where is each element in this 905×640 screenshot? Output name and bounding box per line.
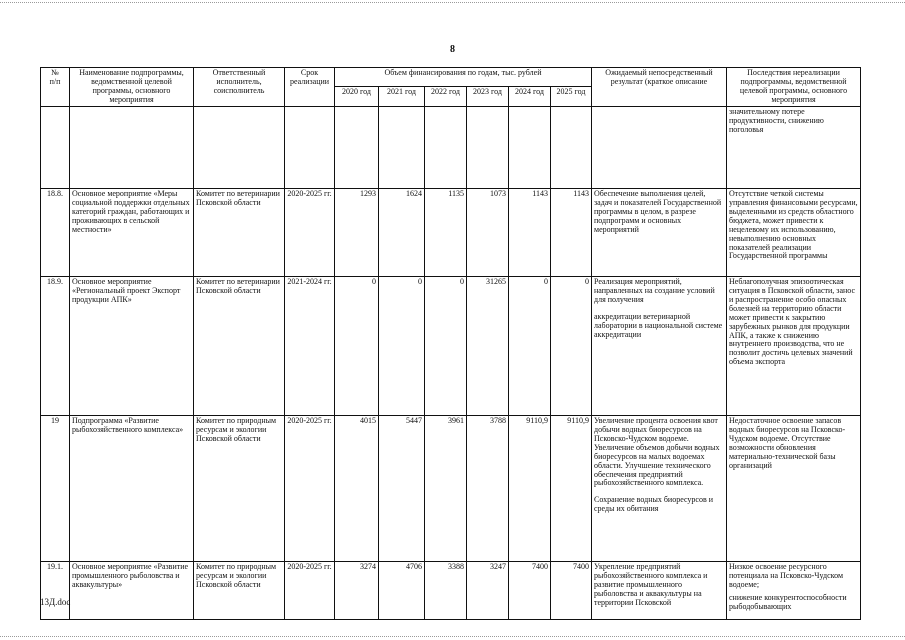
- cell-value-2024: 1143: [509, 188, 551, 276]
- conseq-text: значительному потере продуктивности, снижению поголовья: [729, 106, 824, 134]
- header-year-2022: 2022 год: [425, 87, 467, 106]
- cell-value-2022: 3961: [425, 415, 467, 561]
- result-paragraph: аккредитации ветеринарной лаборатории в национальной системе аккредитации: [594, 311, 723, 339]
- cell-conseq: Отсутствие четкой системы управления финансовыми ресурсами, выделенными из средств областного бюджета, может привести к нецелевому их использованию, невыполнению основных показателей реализации Государственной программы: [727, 188, 861, 276]
- cell-result: Обеспечение выполнения целей, задач и показателей Государственной программы в целом, в разрезе подпрограмм и основных мероприятий: [592, 188, 727, 276]
- header-result: Ожидаемый непосредственный результат (краткое описание: [592, 68, 727, 107]
- header-year-2020: 2020 год: [335, 87, 379, 106]
- cell-name: Основное мероприятие «Развитие промышленного рыболовства и аквакультуры»: [70, 561, 194, 619]
- scan-top-edge: [0, 2, 905, 3]
- cell-value-2024: 0: [509, 276, 551, 415]
- header-term: Срок реализации: [285, 68, 335, 107]
- cell-empty: [335, 106, 379, 188]
- result-paragraph: Реализация мероприятий, направленных на создание условий для получения: [594, 276, 715, 304]
- cell-name: Подпрограмма «Развитие рыбохозяйственного комплекса»: [70, 415, 194, 561]
- cell-result: Укрепление предприятий рыбохозяйственного комплекса и развитие промышленного рыболовства и аквакультуры на территории Псковской: [592, 561, 727, 619]
- conseq-paragraph: снижение конкурентоспособности рыбодобывающих: [729, 592, 847, 611]
- cell-empty: [592, 106, 727, 188]
- cell-num: 18.8.: [41, 188, 70, 276]
- cell-term: 2021-2024 гг.: [285, 276, 335, 415]
- cell-conseq: Неблагополучная эпизоотическая ситуация в Псковской области, занос и распространение особо опасных болезней на территорию области может привести к закрытию зарубежных рынков для продукции АПК, а также к снижению внутреннего производства, что не позволит достичь целевых значений объема экспорта: [727, 276, 861, 415]
- result-paragraph: Сохранение водных биоресурсов и среды их обитания: [594, 495, 714, 514]
- header-conseq: Последствия нереализации подпрограммы, ведомственной целевой программы, основного мероприятия: [727, 68, 861, 107]
- cell-value-2021: 5447: [379, 415, 425, 561]
- cell-num: 18.9.: [41, 276, 70, 415]
- table-row-18-9: [41, 276, 861, 415]
- header-num: № п/п: [41, 68, 70, 107]
- cell-value-2024: 9110,9: [509, 415, 551, 561]
- cell-empty: [551, 106, 592, 188]
- cell-empty: [509, 106, 551, 188]
- cell-value-2025: 9110,9: [551, 415, 592, 561]
- cell-exec: Комитет по ветеринарии Псковской области: [194, 276, 285, 415]
- cell-value-2025: 7400: [551, 561, 592, 619]
- cell-num: 19: [41, 415, 70, 561]
- cell-term: 2020-2025 гг.: [285, 561, 335, 619]
- header-year-2024: 2024 год: [509, 87, 551, 106]
- cell-conseq: [727, 561, 861, 619]
- conseq-paragraph: Низкое освоение ресурсного потенциала на Псковско-Чудском водоеме;: [729, 561, 844, 589]
- cell-value-2025: 1143: [551, 188, 592, 276]
- header-exec: Ответственный исполнитель, соисполнитель: [194, 68, 285, 107]
- cell-empty: [70, 106, 194, 188]
- cell-value-2020: 1293: [335, 188, 379, 276]
- cell-value-2023: 3788: [467, 415, 509, 561]
- cell-exec: Комитет по ветеринарии Псковской области: [194, 188, 285, 276]
- scan-bottom-edge: [0, 636, 905, 637]
- cell-value-2025: 0: [551, 276, 592, 415]
- cell-name: Основное мероприятие «Меры социальной поддержки отдельных категорий граждан, работающих и проживающих в сельской местности»: [70, 188, 194, 276]
- cell-value-2023: 1073: [467, 188, 509, 276]
- cell-value-2020: 4015: [335, 415, 379, 561]
- cell-value-2022: 1135: [425, 188, 467, 276]
- header-row: [41, 68, 861, 87]
- table-row-19-1: [41, 561, 861, 619]
- cell-exec: Комитет по природным ресурсам и экологии Псковской области: [194, 561, 285, 619]
- header-year-2025: 2025 год: [551, 87, 592, 106]
- cell-empty: [379, 106, 425, 188]
- cell-result: [592, 415, 727, 561]
- cell-value-2024: 7400: [509, 561, 551, 619]
- header-year-2023: 2023 год: [467, 87, 509, 106]
- cell-value-2020: 0: [335, 276, 379, 415]
- cell-name: Основное мероприятие «Региональный проект Экспорт продукции АПК»: [70, 276, 194, 415]
- cell-empty: [467, 106, 509, 188]
- cell-value-2020: 3274: [335, 561, 379, 619]
- cell-conseq: Недостаточное освоение запасов водных биоресурсов на Псковско-Чудском водоеме. Отсутствие возможности обновления материально-технической базы организаций: [727, 415, 861, 561]
- cell-exec: Комитет по природным ресурсам и экологии Псковской области: [194, 415, 285, 561]
- cell-result: [592, 276, 727, 415]
- cell-value-2021: 4706: [379, 561, 425, 619]
- table-row-18-8: [41, 188, 861, 276]
- header-year-2021: 2021 год: [379, 87, 425, 106]
- file-name-footer: 13Д.doc: [40, 597, 71, 607]
- cell-empty: [425, 106, 467, 188]
- cell-empty: [194, 106, 285, 188]
- cell-empty: [285, 106, 335, 188]
- cell-value-2023: 31265: [467, 276, 509, 415]
- program-table: [40, 67, 861, 620]
- cell-value-2023: 3247: [467, 561, 509, 619]
- cell-term: 2020-2025 гг.: [285, 415, 335, 561]
- table-row-19: [41, 415, 861, 561]
- cell-term: 2020-2025 гг.: [285, 188, 335, 276]
- cell-value-2022: 0: [425, 276, 467, 415]
- table-row-continuation: [41, 106, 861, 188]
- page-number: 8: [450, 44, 455, 55]
- cell-conseq: [727, 106, 861, 188]
- result-paragraph: Увеличение процента освоения квот добычи водных биоресурсов на Псковско-Чудском водоеме. Увеличение объемов добычи водных биоресурсов на малых водоемах области. Улучшение технического обеспечения предприятий рыбохозяйственного комплекса.: [594, 415, 720, 488]
- cell-num: 19.1.: [41, 561, 70, 619]
- header-name: Наименование подпрограммы, ведомственной целевой программы, основного мероприятия: [70, 68, 194, 107]
- cell-value-2021: 0: [379, 276, 425, 415]
- cell-empty: [41, 106, 70, 188]
- header-fin: Объем финансирования по годам, тыс. рублей: [335, 68, 592, 87]
- cell-value-2022: 3388: [425, 561, 467, 619]
- cell-value-2021: 1624: [379, 188, 425, 276]
